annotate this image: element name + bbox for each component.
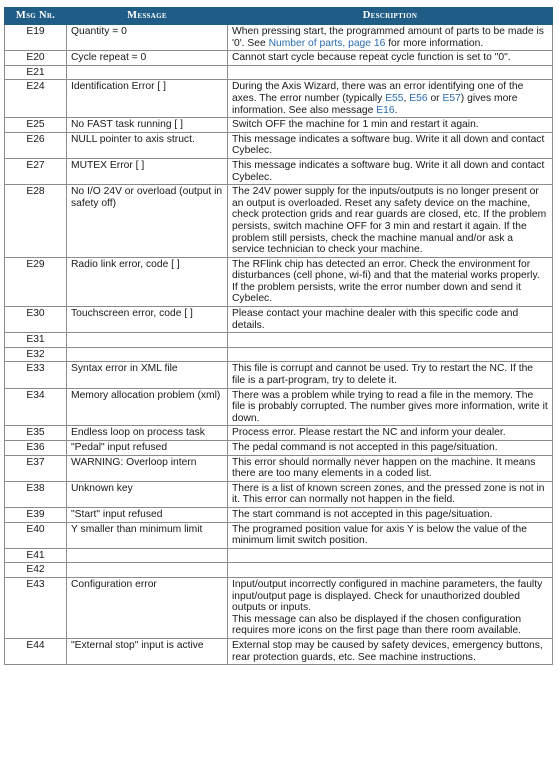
row-message xyxy=(67,65,228,80)
row-description: This message indicates a software bug. Write it all down and contact Cybelec. xyxy=(228,132,553,158)
description-text: . xyxy=(394,104,398,116)
row-message: WARNING: Overloop intern xyxy=(67,455,228,481)
row-code: E28 xyxy=(5,185,67,258)
row-description: Process error. Please restart the NC and inform your dealer. xyxy=(228,426,553,441)
row-code: E40 xyxy=(5,522,67,548)
table-row xyxy=(5,80,553,118)
row-description: This error should normally never happen on the machine. It means there are too many elements in a coded list. xyxy=(228,455,553,481)
table-row xyxy=(5,185,553,258)
row-message: Configuration error xyxy=(67,577,228,638)
row-message: Touchscreen error, code [ ] xyxy=(67,307,228,333)
table-row xyxy=(5,51,553,66)
row-description: The start command is not accepted in this page/situation. xyxy=(228,507,553,522)
row-message xyxy=(67,333,228,348)
row-description xyxy=(228,563,553,578)
row-code: E38 xyxy=(5,481,67,507)
row-message: No I/O 24V or overload (output in safety off) xyxy=(67,185,228,258)
row-code: E42 xyxy=(5,563,67,578)
table-row xyxy=(5,638,553,664)
row-description: The pedal command is not accepted in this page/situation. xyxy=(228,441,553,456)
header-msg-nr: Msg Nr. xyxy=(5,8,67,25)
row-message: "Pedal" input refused xyxy=(67,441,228,456)
row-description xyxy=(228,548,553,563)
cross-reference-link[interactable]: Number of parts, page 16 xyxy=(268,37,386,49)
error-message-table xyxy=(4,7,553,665)
header-description: Description xyxy=(228,8,553,25)
row-description: Please contact your machine dealer with this specific code and details. xyxy=(228,307,553,333)
row-code: E35 xyxy=(5,426,67,441)
table-row xyxy=(5,362,553,388)
table-row xyxy=(5,577,553,638)
row-message: Unknown key xyxy=(67,481,228,507)
row-description: There is a list of known screen zones, and the pressed zone is not in it. This error can normally not happen in the field. xyxy=(228,481,553,507)
row-message: NULL pointer to axis struct. xyxy=(67,132,228,158)
description-text: When pressing start, the programmed amount of parts to be made is '0'. See xyxy=(232,26,544,49)
table-row xyxy=(5,441,553,456)
row-description: The programed position value for axis Y is below the value of the minimum limit switch position. xyxy=(228,522,553,548)
description-text: During the Axis Wizard, there was an error identifying one of the axes. The error number (typically xyxy=(232,81,524,104)
table-row xyxy=(5,548,553,563)
row-code: E43 xyxy=(5,577,67,638)
row-code: E34 xyxy=(5,388,67,426)
row-description: External stop may be caused by safety devices, emergency buttons, rear protection guards, etc. See machine instructions. xyxy=(228,638,553,664)
row-description xyxy=(228,577,553,638)
cross-reference-link[interactable]: E56 xyxy=(409,92,428,104)
table-row xyxy=(5,158,553,184)
row-description: There was a problem while trying to read a file in the memory. The file is probably corrupted. The number gives more information, write it down. xyxy=(228,388,553,426)
row-code: E19 xyxy=(5,25,67,51)
row-code: E24 xyxy=(5,80,67,118)
row-code: E39 xyxy=(5,507,67,522)
row-description: This file is corrupt and cannot be used. Try to restart the NC. If the file is a part-program, try to delete it. xyxy=(228,362,553,388)
table-row xyxy=(5,333,553,348)
table-row xyxy=(5,563,553,578)
row-code: E27 xyxy=(5,158,67,184)
table-header-row xyxy=(5,8,553,25)
row-code: E20 xyxy=(5,51,67,66)
row-description xyxy=(228,65,553,80)
row-description: The RFlink chip has detected an error. Check the environment for disturbances (cell phone, wi-fi) and that the material works properly. If the problem persists, write the error number down and send it Cybelec. xyxy=(228,257,553,306)
table-row xyxy=(5,388,553,426)
row-description: Switch OFF the machine for 1 min and restart it again. xyxy=(228,118,553,133)
row-description: The 24V power supply for the inputs/outputs is no longer present or an output is overloaded. Reset any safety device on the machine, check protection grids and rear guards are closed, etc. If the problem persists, switch machine OFF for 3 min and restart it again. If the problem still persists, check the machine manual and/or ask a service technician to check your machine. xyxy=(228,185,553,258)
row-code: E31 xyxy=(5,333,67,348)
header-message: Message xyxy=(67,8,228,25)
row-code: E29 xyxy=(5,257,67,306)
table-row xyxy=(5,65,553,80)
table-row xyxy=(5,25,553,51)
row-message xyxy=(67,347,228,362)
row-description: This message indicates a software bug. Write it all down and contact Cybelec. xyxy=(228,158,553,184)
table-row xyxy=(5,507,553,522)
row-code: E36 xyxy=(5,441,67,456)
row-message: Endless loop on process task xyxy=(67,426,228,441)
row-message: "External stop" input is active xyxy=(67,638,228,664)
row-message: Identification Error [ ] xyxy=(67,80,228,118)
table-row xyxy=(5,118,553,133)
description-text: ) gives more information. See also message xyxy=(232,92,518,116)
row-code: E41 xyxy=(5,548,67,563)
row-message xyxy=(67,563,228,578)
row-description xyxy=(228,80,553,118)
row-description xyxy=(228,25,553,51)
table-row xyxy=(5,481,553,507)
row-code: E32 xyxy=(5,347,67,362)
table-row xyxy=(5,455,553,481)
row-message: Cycle repeat = 0 xyxy=(67,51,228,66)
row-code: E30 xyxy=(5,307,67,333)
row-message: Y smaller than minimum limit xyxy=(67,522,228,548)
row-code: E33 xyxy=(5,362,67,388)
description-paragraph: This message can also be displayed if the chosen configuration requires more icons on the first page than there room available. xyxy=(232,613,522,637)
row-code: E37 xyxy=(5,455,67,481)
table-row xyxy=(5,347,553,362)
row-description: Cannot start cycle because repeat cycle function is set to "0". xyxy=(228,51,553,66)
row-code: E21 xyxy=(5,65,67,80)
row-message: Quantity = 0 xyxy=(67,25,228,51)
table-row xyxy=(5,426,553,441)
row-code: E26 xyxy=(5,132,67,158)
row-message: Memory allocation problem (xml) xyxy=(67,388,228,426)
row-message: No FAST task running [ ] xyxy=(67,118,228,133)
table-row xyxy=(5,522,553,548)
description-text: for more information. xyxy=(385,37,484,49)
description-text: , xyxy=(403,92,410,104)
row-message: Radio link error, code [ ] xyxy=(67,257,228,306)
row-code: E25 xyxy=(5,118,67,133)
cross-reference-link[interactable]: E55 xyxy=(385,92,404,104)
row-message: Syntax error in XML file xyxy=(67,362,228,388)
row-message: "Start" input refused xyxy=(67,507,228,522)
description-text: or xyxy=(427,92,443,104)
description-paragraph: Input/output incorrectly configured in machine parameters, the faulty input/output page is displayed. Check for unauthorized doubled outputs or inputs. xyxy=(232,578,543,614)
table-row xyxy=(5,307,553,333)
table-row xyxy=(5,257,553,306)
row-message: MUTEX Error [ ] xyxy=(67,158,228,184)
row-message xyxy=(67,548,228,563)
cross-reference-link[interactable]: E57 xyxy=(442,92,461,104)
row-description xyxy=(228,347,553,362)
cross-reference-link[interactable]: E16 xyxy=(376,104,395,116)
table-row xyxy=(5,132,553,158)
row-code: E44 xyxy=(5,638,67,664)
row-description xyxy=(228,333,553,348)
